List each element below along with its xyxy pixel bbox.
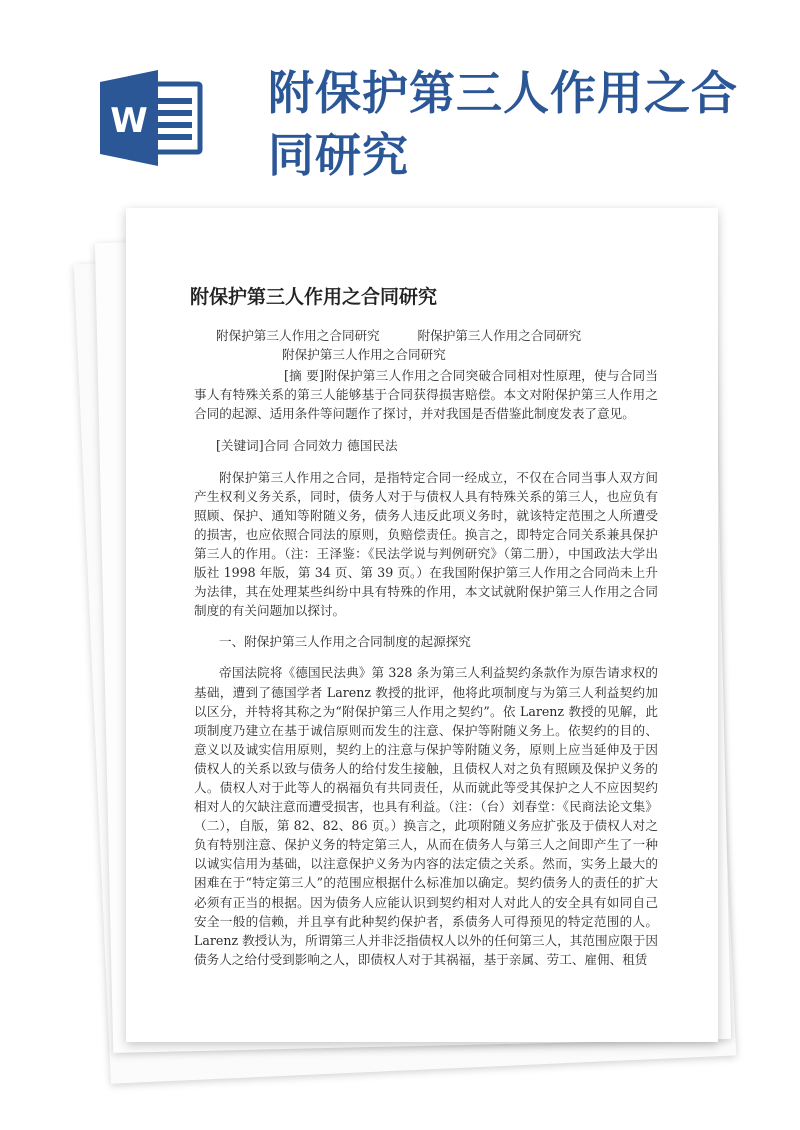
section-heading: 一、附保护第三人作用之合同制度的起源探究 [219, 634, 471, 650]
keywords-line: [关键词]合同 合同效力 德国民法 [216, 438, 398, 454]
subtitle-line-2: 附保护第三人作用之合同研究 [282, 347, 446, 363]
document-body [194, 326, 658, 969]
body-paragraph-2: 帝国法院将《德国民法典》第 328 条为第三人利益契约条款作为原告请求权的基础，遭到了德国学者 Larenz 教授的批评，他将此项制度与为第三人利益契约加以区分，并特将其称之为“附保护第三人作用之契约”。依 Larenz 教授的见解，此项制度乃建立在基于诚信原则而发生的注意、保护等附随义务上。依契约的目的、意义以及诚实信用原则，契约上的注意与保护等附随义务，原则上应当延伸及于因债权人的关系以致与债务人的给付发生接触，且债权人对之负有照顾及保护义务的人。债权人对于此等人的祸福负有共同责任，从而就此等受其保护之人不应因契约相对人的欠缺注意而遭受损害，也具有利益。（注：（台）刘春堂：《民商法论文集》（二），自版，第 82、82、86 页。）换言之，此项附随义务应扩张及于债权人对之负有特别注意、保护义务的特定第三人，从而在债务人与第三人之间即产生了一种以诚实信用为基础，以注意保护义务为内容的法定债之关系。然而，实务上最大的困难在于“特定第三人”的范围应根据什么标准加以确定。契约债务人的责任的扩大必须有正当的根据。因为债务人应能认识到契约相对人对此人的安全具有如同自己安全一般的信赖，并且享有此种契约保护者，系债务人可得预见的特定范围的人。Larenz 教授认为，所谓第三人并非泛指债权人以外的任何第三人，其范围应限于因债务人之给付受到影响之人，即债权人对于其祸福，基于亲属、劳工、雇佣、租赁 [194, 665, 658, 967]
page-title: 附保护第三人作用之合同研究 [268, 66, 738, 182]
subtitle-line-1: 附保护第三人作用之合同研究 附保护第三人作用之合同研究 [216, 328, 582, 343]
word-document-icon [100, 70, 204, 166]
word-icon-letter: W [110, 101, 148, 141]
abstract-paragraph: [摘 要]附保护第三人作用之合同突破合同相对性原理，使与合同当事人有特殊关系的第三人能够基于合同获得损害赔偿。本文对附保护第三人作用之合同的起源、适用条件等问题作了探讨，并对我国是否借鉴此制度发表了意见。 [194, 368, 658, 422]
body-paragraph-1: 附保护第三人作用之合同，是指特定合同一经成立，不仅在合同当事人双方间产生权利义务关系，同时，债务人对于与债权人具有特殊关系的第三人，也应负有照顾、保护、通知等附随义务，债务人违反此项义务时，就该特定范围之人所遭受的损害，也应依照合同法的原则，负赔偿责任。换言之，即特定合同关系兼具保护第三人的作用。（注：王泽鉴：《民法学说与判例研究》（第二册），中国政法大学出版社 1998 年版，第 34 页、第 39 页。）在我国附保护第三人作用之合同尚未上升为法律，其在处理某些纠纷中具有特殊的作用，本文试就附保护第三人作用之合同制度的有关问题加以探讨。 [194, 469, 658, 619]
document-page [126, 208, 718, 1042]
document-title: 附保护第三人作用之合同研究 [190, 286, 438, 308]
